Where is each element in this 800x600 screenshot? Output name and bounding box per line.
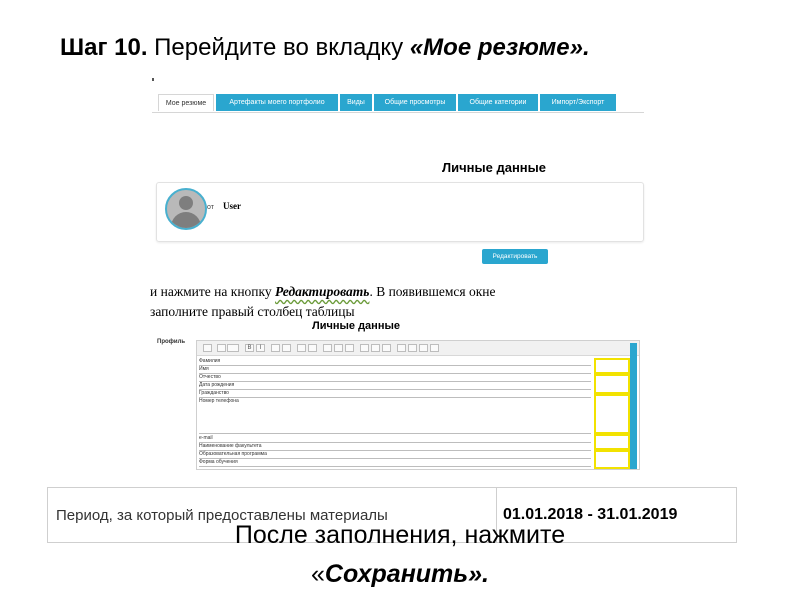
- table-icon[interactable]: [334, 344, 343, 352]
- footer-quote-close: ».: [468, 560, 489, 588]
- tab-shared-categories[interactable]: Общие категории: [458, 94, 538, 111]
- tab-import-export[interactable]: Импорт/Экспорт: [540, 94, 616, 111]
- value-cell[interactable]: [594, 450, 630, 469]
- align-justify-icon[interactable]: [430, 344, 439, 352]
- edit-button[interactable]: Редактировать: [482, 249, 548, 264]
- tab-portfolio-artifacts[interactable]: Артефакты моего портфолио: [216, 94, 338, 111]
- portfolio-screenshot: [152, 86, 644, 276]
- avatar-head-shape: [179, 196, 193, 210]
- slide-title: [60, 34, 590, 62]
- table-row: e-mail: [199, 435, 591, 443]
- period-label: Период, за который предоставлены материалы: [48, 488, 497, 543]
- instruction-part1: и нажмите на кнопку: [150, 284, 276, 299]
- subscript-icon[interactable]: [371, 344, 380, 352]
- align-left-icon[interactable]: [397, 344, 406, 352]
- table-row: Форма обучения: [199, 459, 591, 467]
- footer-quote-open: «: [311, 560, 325, 588]
- profile-card: [156, 182, 644, 242]
- from-label: от: [207, 204, 214, 211]
- paragraph-format-icon[interactable]: [217, 344, 226, 352]
- value-column: [594, 358, 630, 471]
- tab-my-resume[interactable]: Мое резюме: [158, 94, 214, 111]
- profile-editor: [196, 340, 640, 470]
- style-dropdown-icon[interactable]: [227, 344, 239, 352]
- clipboard-icon[interactable]: [345, 344, 354, 352]
- table-row: Образовательная программа: [199, 451, 591, 459]
- avatar: [165, 188, 207, 230]
- stray-dot: [152, 78, 154, 81]
- title-tab-name: «Мое резюме».: [409, 34, 590, 61]
- instruction-line2: заполните правый столбец таблицы: [150, 304, 355, 319]
- bold-icon[interactable]: B: [245, 344, 254, 352]
- editor-toolbar: [197, 341, 639, 356]
- align-center-icon[interactable]: [408, 344, 417, 352]
- value-cell[interactable]: [594, 358, 630, 374]
- numbered-list-icon[interactable]: [282, 344, 291, 352]
- profile-label: Профиль: [157, 339, 186, 345]
- superscript-icon[interactable]: [382, 344, 391, 352]
- source-icon[interactable]: [203, 344, 212, 352]
- table-row: Гражданство: [199, 390, 591, 398]
- tab-bar: [152, 90, 644, 113]
- value-cell[interactable]: [594, 374, 630, 394]
- table-row: Номер телефона: [199, 398, 591, 434]
- avatar-body-shape: [171, 212, 201, 230]
- italic-icon[interactable]: I: [256, 344, 265, 352]
- link-icon[interactable]: [297, 344, 306, 352]
- tab-shared-views[interactable]: Общие просмотры: [374, 94, 456, 111]
- instruction-part2: . В появившемся окне: [369, 284, 496, 299]
- instruction-button-name: Редактировать: [275, 284, 370, 299]
- value-cell[interactable]: [594, 434, 630, 450]
- user-name[interactable]: User: [223, 201, 241, 211]
- table-row: Фамилия: [199, 358, 591, 366]
- unlink-icon[interactable]: [308, 344, 317, 352]
- footer-line1: После заполнения, нажмите: [234, 521, 566, 549]
- table-row: Дата рождения: [199, 382, 591, 390]
- table-row: Имя: [199, 366, 591, 374]
- align-right-icon[interactable]: [419, 344, 428, 352]
- footer-save-name: Сохранить: [324, 560, 469, 588]
- title-text: Перейдите во вкладку: [147, 34, 410, 61]
- personal-data-heading: Личные данные: [442, 160, 546, 175]
- tab-views[interactable]: Виды: [340, 94, 372, 111]
- step-number: Шаг 10.: [60, 34, 148, 61]
- editor-scrollbar[interactable]: [630, 343, 637, 469]
- value-cell[interactable]: [594, 394, 630, 434]
- editor-heading: Личные данные: [312, 320, 400, 332]
- table-row: Отчество: [199, 374, 591, 382]
- instruction-text: [150, 282, 600, 322]
- image-icon[interactable]: [323, 344, 332, 352]
- period-value: 01.01.2018 - 31.01.2019: [497, 488, 737, 543]
- table-row: Наименование факультета: [199, 443, 591, 451]
- strikethrough-icon[interactable]: [360, 344, 369, 352]
- footer-line2: [0, 560, 800, 589]
- bullet-list-icon[interactable]: [271, 344, 280, 352]
